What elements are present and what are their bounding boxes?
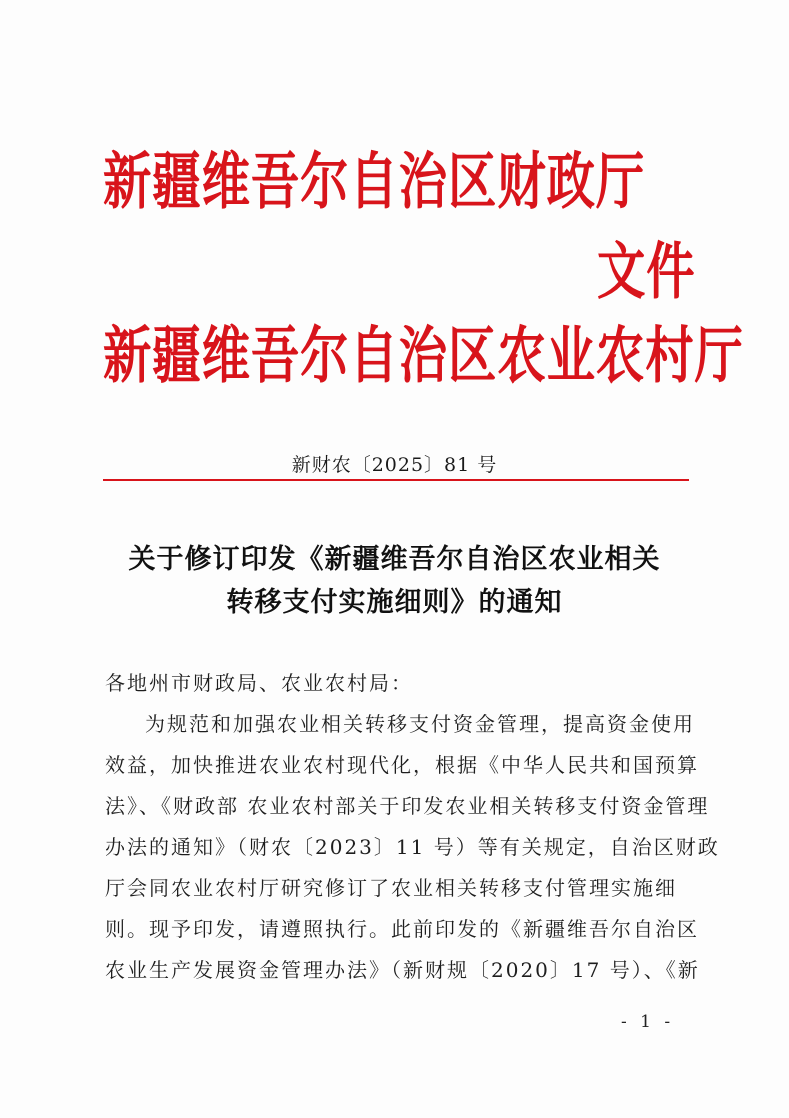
issuer-document-suffix: 文件 <box>597 236 696 309</box>
body-line: 农业生产发展资金管理办法》（新财规〔2020〕17 号）、《新 <box>105 958 700 982</box>
body-line: 为规范和加强农业相关转移支付资金管理，提高资金使用 <box>145 712 695 736</box>
document-number: 新财农〔2025〕81 号 <box>291 454 498 476</box>
issuer-line-finance-department: 新疆维吾尔自治区财政厅 <box>103 146 646 219</box>
page-number: - 1 - <box>621 1012 675 1032</box>
body-line: 厅会同农业农村厅研究修订了农业相关转移支付管理实施细 <box>105 876 677 900</box>
body-line: 法》、《财政部 农业农村部关于印发农业相关转移支付资金管理 <box>105 794 710 818</box>
body-line: 则。现予印发，请遵照执行。此前印发的《新疆维吾尔自治区 <box>105 917 699 941</box>
issuer-line-agriculture-department: 新疆维吾尔自治区农业农村厅 <box>103 320 744 393</box>
body-line: 办法的通知》（财农〔2023〕11 号）等有关规定，自治区财政 <box>105 835 720 859</box>
document-title-line-1: 关于修订印发《新疆维吾尔自治区农业相关 <box>128 544 661 575</box>
red-separator-rule <box>103 479 689 481</box>
body-line: 效益，加快推进农业农村现代化，根据《中华人民共和国预算 <box>105 753 699 777</box>
salutation: 各地州市财政局、农业农村局： <box>105 671 413 695</box>
document-title-line-2: 转移支付实施细则》的通知 <box>226 587 563 618</box>
